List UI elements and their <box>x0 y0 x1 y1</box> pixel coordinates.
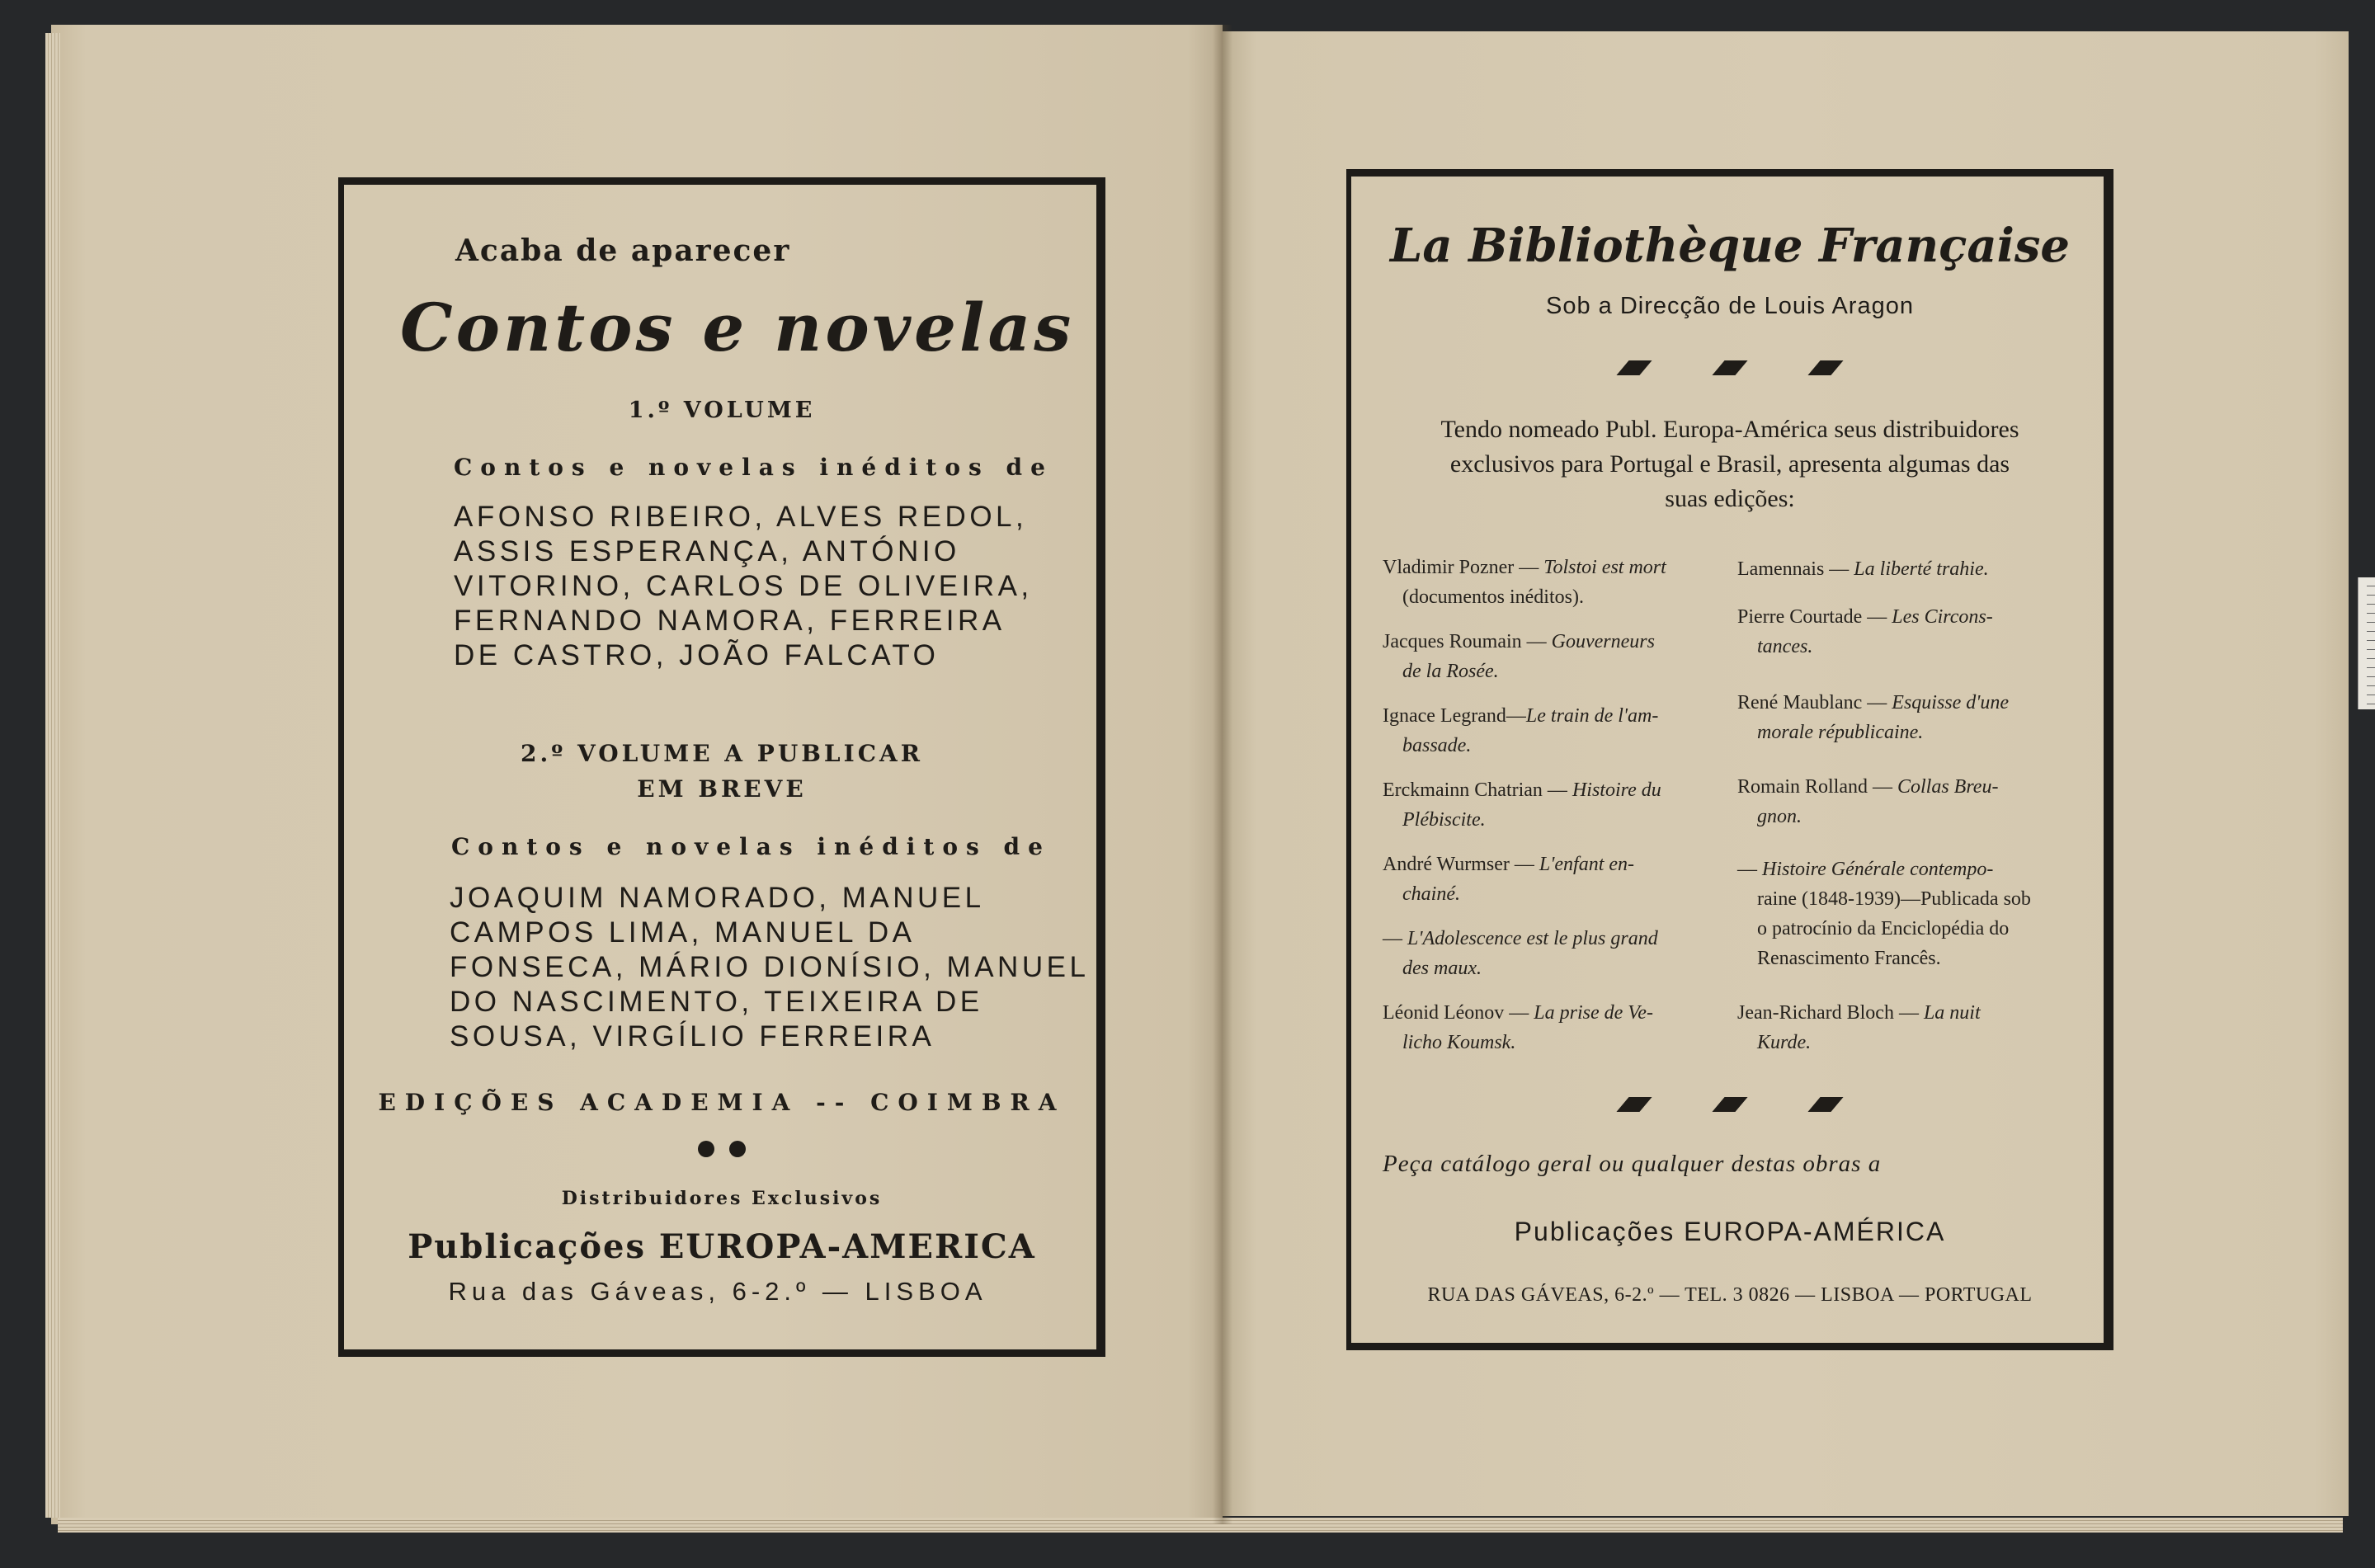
vol1-subtitle: Contos e novelas inéditos de <box>454 454 1053 481</box>
vol1-authors <box>454 500 1033 673</box>
left-intro: Acaba de aparecer <box>455 233 791 268</box>
page-edges <box>45 33 60 1518</box>
right-publisher: Publicações EUROPA-AMÉRICA <box>1514 1217 1946 1246</box>
intro-line: exclusivos para Portugal e Brasil, apresenta algumas das <box>1449 450 2010 478</box>
vol2-label-line2: EM BREVE <box>637 775 807 803</box>
catalog-entry: Ignace Legrand—Le train de l'am- bassade. <box>1383 705 1659 756</box>
catalog-entry: Jacques Roumain — Gouverneurs de la Rosée. <box>1383 631 1655 682</box>
right-intro <box>1346 412 2113 516</box>
author-line: ASSIS ESPERANÇA, ANTÓNIO <box>454 535 960 567</box>
vol1-label: 1.º VOLUME <box>628 398 816 423</box>
distrib-name: Publicações EUROPA-AMERICA <box>408 1227 1036 1266</box>
ornament-dots <box>338 1141 1105 1161</box>
catalog-entry: Romain Rolland — Collas Breu- gnon. <box>1737 776 1999 827</box>
author-line: FERNANDO NAMORA, FERREIRA <box>454 605 1006 637</box>
author-line: DE CASTRO, JOÃO FALCATO <box>454 639 940 671</box>
catalog-entry: Vladimir Pozner — Tolstoi est mort (documentos inéditos). <box>1383 557 1666 608</box>
distrib-label: Distribuidores Exclusivos <box>561 1188 883 1209</box>
intro-line: Tendo nomeado Publ. Europa-América seus distribuidores <box>1440 416 2019 443</box>
vol2-authors <box>450 881 1089 1054</box>
catalog-entry: — Histoire Générale contempo- raine (1848-1939)—Publicada sob o patrocínio da Enciclopédia do Renascimento Francês. <box>1737 859 2031 969</box>
author-line: FONSECA, MÁRIO DIONÍSIO, MANUEL <box>450 951 1090 983</box>
right-title: La Bibliothèque Française <box>1389 219 2071 273</box>
publisher-line: EDIÇÕES ACADEMIA -- COIMBRA <box>378 1089 1066 1116</box>
author-line: AFONSO RIBEIRO, ALVES REDOL, <box>454 501 1028 533</box>
catalog-entry: André Wurmser — L'enfant en- chainé. <box>1383 854 1635 905</box>
catalog-entry: René Maublanc — Esquisse d'une morale républicaine. <box>1737 692 2010 743</box>
catalog-entry: Jean-Richard Bloch — La nuit Kurde. <box>1737 1002 1981 1053</box>
vol2-label-line1: 2.º VOLUME A PUBLICAR <box>521 740 923 767</box>
left-address: Rua das Gáveas, 6-2.º — LISBOA <box>448 1277 987 1306</box>
vol2-subtitle: Contos e novelas inéditos de <box>451 833 1051 860</box>
catalog-entry: — L'Adolescence est le plus grand des maux. <box>1383 928 1658 979</box>
catalog-entry: Lamennais — La liberté trahie. <box>1737 558 1989 580</box>
order-line: Peça catálogo geral ou qualquer destas obras a <box>1383 1151 1882 1177</box>
catalog-entry: Pierre Courtade — Les Circons- tances. <box>1737 606 1993 657</box>
book-spine <box>1213 25 1232 1524</box>
ornament-bottom <box>1346 1097 2113 1116</box>
ornament-top <box>1346 360 2113 379</box>
catalog-entry: Léonid Léonov — La prise de Ve- licho Koumsk. <box>1383 1002 1653 1053</box>
bottom-page-edges <box>58 1518 2343 1533</box>
author-line: CAMPOS LIMA, MANUEL DA <box>450 916 916 949</box>
catalog-entry: Erckmainn Chatrian — Histoire du Plébiscite. <box>1383 779 1661 831</box>
right-address: RUA DAS GÁVEAS, 6-2.º — TEL. 3 0826 — LISBOA — PORTUGAL <box>1427 1284 2033 1306</box>
author-line: DO NASCIMENTO, TEIXEIRA DE <box>450 986 983 1018</box>
author-line: VITORINO, CARLOS DE OLIVEIRA, <box>454 570 1033 602</box>
intro-line: suas edições: <box>1665 485 1795 512</box>
author-line: SOUSA, VIRGÍLIO FERREIRA <box>450 1020 935 1052</box>
scale-ruler <box>2358 577 2375 709</box>
author-line: JOAQUIM NAMORADO, MANUEL <box>450 882 985 914</box>
right-subtitle: Sob a Direcção de Louis Aragon <box>1546 293 1914 319</box>
left-title: Contos e novelas <box>400 289 1075 366</box>
